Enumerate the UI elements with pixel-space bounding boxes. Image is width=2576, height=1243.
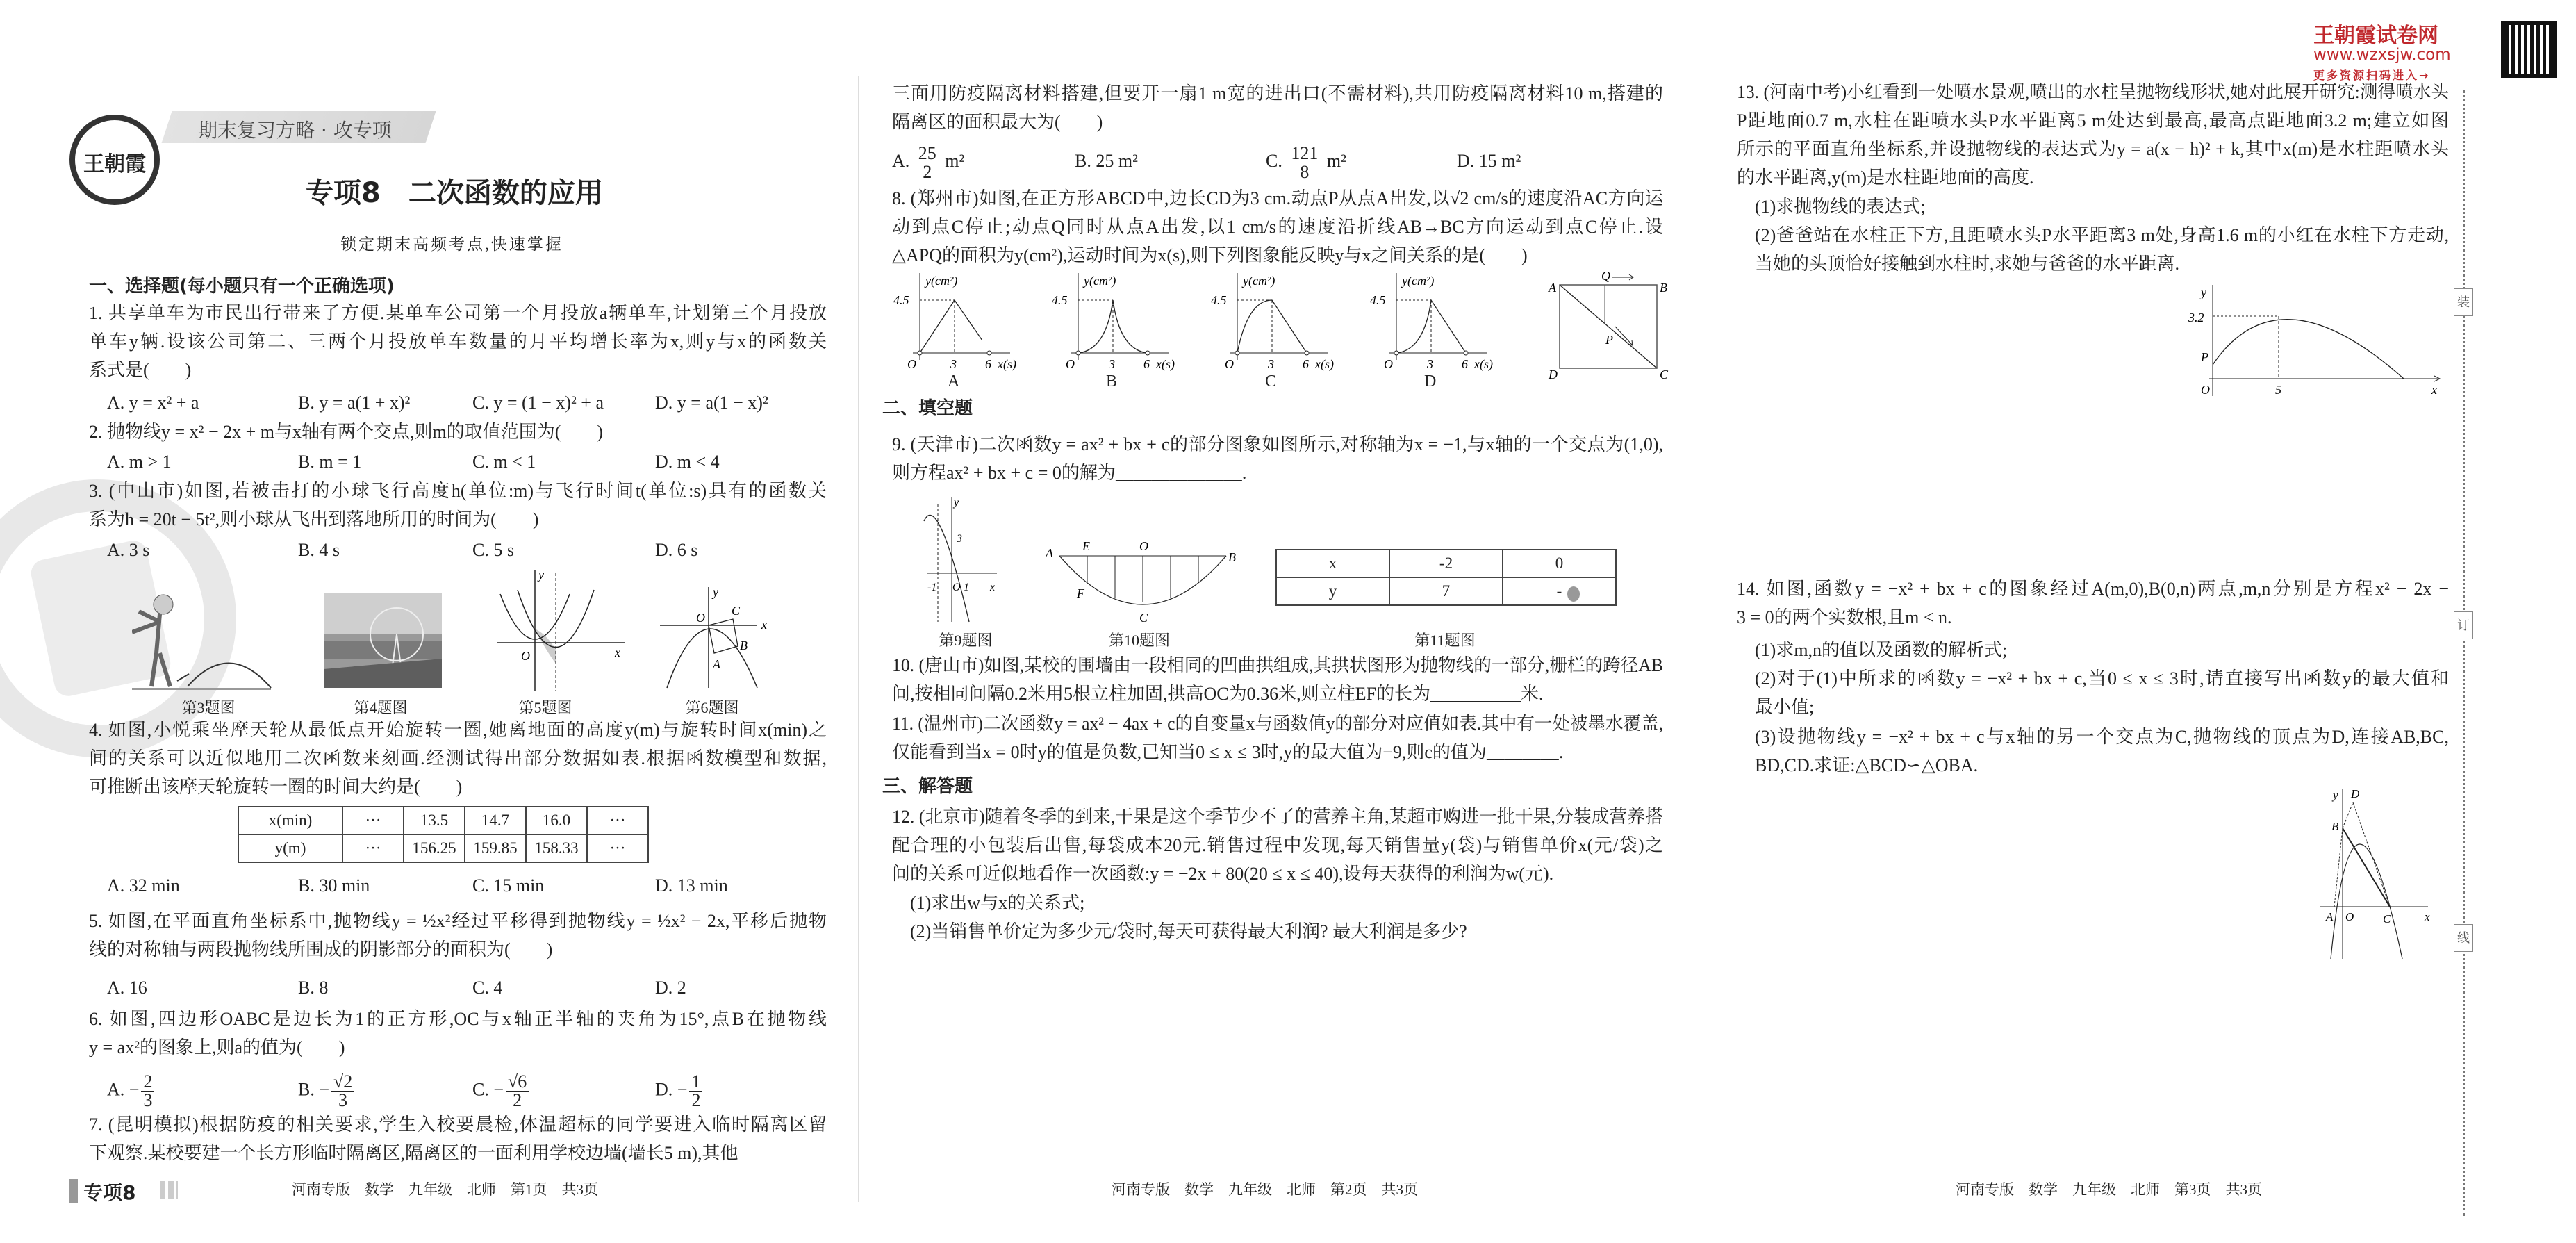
option-B: B. 30 min	[298, 875, 370, 896]
q10-label-C: C	[1139, 611, 1148, 625]
numerator: √6	[506, 1073, 529, 1092]
q13-part-2	[1737, 221, 2449, 278]
graph-label-x6: 6	[1462, 357, 1468, 371]
text-line: 7. (昆明模拟)根据防疫的相关要求,学生入校要晨检,体温超标的同学要进入临时隔离区留	[89, 1114, 827, 1135]
text-line: 11. (温州市)二次函数y = ax² − 4ax + c的自变量x与函数值y的部分对应值如表.其中有一处被墨水覆盖,	[892, 714, 1663, 734]
table-cell: y(m)	[238, 834, 342, 862]
table-cell: 0	[1503, 550, 1616, 577]
text-line: 间,按相同间隔0.2米用5根立柱加固,拱高OC为0.36米,则立柱EF的长为＿＿＿＿＿米.	[892, 684, 1544, 704]
caption-q10: 第10题图	[1108, 632, 1171, 649]
figure-q9-graph	[920, 493, 1004, 625]
denominator: 2	[513, 1090, 522, 1110]
ground	[132, 688, 271, 690]
table-cell: 16.0	[526, 807, 587, 834]
q7-options	[892, 140, 1663, 182]
option-prefix: D. 15 m²	[1457, 151, 1521, 171]
graph-label-x3: 3	[1268, 357, 1274, 371]
question-8	[892, 184, 1663, 270]
section-heading-choice: 一、选择题(每小题只有一个正确选项)	[89, 276, 395, 297]
q14-part-3	[1737, 723, 2449, 780]
question-3	[89, 477, 827, 534]
q8-graph-D	[1369, 271, 1521, 372]
footer-page-3: 河南专版 数学 九年级 北师 第3页 共3页	[1956, 1181, 2262, 1198]
text-line: 单车y辆.设该公司第二、三两个月投放单车数量的月平均增长率为x,则y与x的函数关	[89, 331, 827, 352]
table-cell: -2	[1389, 550, 1503, 577]
text-line: △APQ的面积为y(cm²),运动时间为x(s),则下列图象能反映y与x之间关系的是( )	[892, 245, 1528, 265]
section-heading-fill: 二、填空题	[882, 398, 973, 419]
table-row	[1276, 577, 1616, 605]
figure-q13-fountain	[2188, 281, 2452, 400]
question-11	[892, 709, 1663, 766]
caption-q11: 第11题图	[1414, 632, 1476, 649]
question-1	[89, 299, 827, 384]
q14-label-A: A	[2326, 910, 2334, 923]
option-C: C. 4	[472, 978, 503, 998]
q14-label-y: y	[2333, 789, 2338, 802]
q1-options	[89, 388, 827, 418]
graph-label-origin: O	[1066, 357, 1075, 371]
option-D: D. 6 s	[655, 540, 698, 560]
curve	[920, 300, 982, 353]
q14-part-2	[1737, 664, 2449, 721]
graph-label-ylabel: y(cm²)	[1402, 274, 1435, 288]
footer-page-2: 河南专版 数学 九年级 北师 第2页 共3页	[1112, 1181, 1418, 1198]
q12-part-2	[892, 917, 1663, 946]
svg-text:y: y	[538, 568, 544, 582]
square-label-C: C	[1660, 368, 1669, 381]
graph-label-x3: 3	[1427, 357, 1433, 371]
figure-q5-graph	[490, 566, 629, 695]
q4-options	[89, 871, 827, 901]
option-C: C. 5 s	[472, 540, 514, 560]
site-tip: 更多资源扫码进入→	[2313, 69, 2431, 82]
option-C	[1266, 140, 1346, 182]
option-B: B. y = a(1 + x)²	[298, 393, 411, 413]
text-line: y = ax²的图象上,则a的值为( )	[89, 1037, 345, 1057]
q9-label-O: O	[952, 582, 961, 593]
fraction	[331, 1073, 354, 1110]
q10-label-B: B	[1228, 550, 1236, 564]
denominator: 3	[338, 1090, 348, 1110]
option-B: B. 4 s	[298, 540, 340, 560]
text-line: 5. 如图,在平面直角坐标系中,抛物线y = ½x²经过平移得到抛物线y = ½x² − 2x,平移后抛物	[89, 911, 827, 931]
square-label-A: A	[1549, 281, 1556, 295]
q14-label-x: x	[2425, 910, 2430, 923]
q14-label-B: B	[2331, 820, 2339, 833]
text-line: 1. 共享单车为市民出行带来了方便.某单车公司第一个月投放a辆单车,计划第三个月投放	[89, 303, 827, 323]
svg-text:O: O	[521, 649, 530, 663]
text-line: 线的对称轴与两段抛物线所围成的阴影部分的面积为( )	[89, 939, 553, 960]
q11-table	[1275, 549, 1617, 606]
graph-label-x6: 6	[1303, 357, 1309, 371]
text-line: 仅能看到当x = 0时y的值是负数,已知当0 ≤ x ≤ 3时,y的最大值为−9,则c的值为＿＿＿＿.	[892, 742, 1564, 762]
svg-text:y: y	[713, 585, 718, 599]
svg-text:x: x	[761, 618, 767, 632]
subtitle: 锁定期末高频考点,快速掌握	[340, 236, 563, 253]
question-5	[89, 907, 827, 964]
text-line: 隔离区的面积最大为( )	[892, 112, 1103, 132]
q3-options	[89, 535, 827, 566]
page-divider	[858, 76, 859, 1202]
q2-options	[89, 447, 827, 477]
text-line: (3)设抛物线y = −x² + bx + c与x轴的另一个交点为C,抛物线的顶点为D,连接AB,BC,	[1755, 727, 2449, 747]
table-row	[238, 834, 648, 862]
denominator: 2	[691, 1090, 701, 1110]
option-unit: m²	[940, 151, 965, 171]
q14-label-O: O	[2345, 910, 2354, 923]
text-line: 12. (北京市)随着冬季的到来,干果是这个季节少不了的营养主角,某超市购进一批干果,分装成营养搭	[892, 807, 1664, 827]
question-13	[1737, 78, 2449, 192]
text-line: (1)求m,n的值以及函数的解析式;	[1755, 640, 2008, 660]
text-line: 4. 如图,小悦乘坐摩天轮从最低点开始旋转一圈,她离地面的高度y(m)与旋转时间x(min)之	[89, 720, 827, 740]
square-label-D: D	[1549, 368, 1558, 381]
caption-q6: 第6题图	[685, 699, 739, 716]
option-D: D. m < 4	[655, 452, 720, 472]
numerator: √2	[331, 1073, 354, 1092]
figure-q10-arch	[1042, 535, 1244, 629]
numerator: 25	[916, 145, 939, 163]
text-line: 则方程ax² + bx + c = 0的解为＿＿＿＿＿＿＿.	[892, 463, 1247, 483]
svg-text:C: C	[732, 604, 741, 618]
binding-mark: 装	[2454, 288, 2473, 316]
table-cell: ···	[587, 807, 648, 834]
text-line: (1)求出w与x的关系式;	[910, 893, 1085, 913]
q5-options	[89, 973, 827, 1003]
text-line: 下观察.某校要建一个长方形临时隔离区,隔离区的一面利用学校边墙(墙长5 m),其他	[89, 1143, 738, 1163]
q14-label-C: C	[2383, 912, 2391, 925]
text-line: 最小值;	[1755, 697, 1815, 717]
banner-text: 期末复习方略 · 攻专项	[198, 119, 392, 142]
option-B	[1075, 140, 1138, 182]
graph-label-ylabel: y(cm²)	[1243, 274, 1275, 288]
q12-part-1	[892, 889, 1663, 917]
option-A	[107, 1073, 156, 1110]
option-prefix: B. 25 m²	[1075, 151, 1138, 171]
footer-tag: 专项8	[83, 1181, 136, 1204]
graph-label-origin: O	[1225, 357, 1234, 371]
option-prefix: C. −	[472, 1079, 504, 1100]
graph-label-x3: 3	[1109, 357, 1115, 371]
svg-text:B: B	[740, 639, 748, 652]
table-cell: ···	[342, 834, 404, 862]
table-cell: -	[1503, 577, 1616, 605]
option-B: B. 8	[298, 978, 329, 998]
graph-label-ymax: 4.5	[893, 293, 909, 307]
text-line: 10. (唐山市)如图,某校的围墙由一段相同的凹曲拱组成,其拱状图形为抛物线的一部分,栅栏的跨径AB	[892, 655, 1663, 675]
q8-choice-label: D	[1424, 372, 1437, 390]
option-unit: m²	[1322, 151, 1346, 171]
text-line: 13. (河南中考)小红看到一处喷水景观,喷出的水柱呈抛物线形状,她对此展开研究:测得喷水头	[1737, 82, 2450, 102]
graph-label-ylabel: y(cm²)	[1084, 274, 1116, 288]
table-row	[238, 807, 648, 834]
option-prefix: D. −	[655, 1079, 688, 1100]
text-line: 3 = 0的两个实数根,且m < n.	[1737, 607, 1952, 627]
table-cell: 14.7	[465, 807, 526, 834]
q9-label-3: 3	[957, 533, 962, 545]
option-D: D. 2	[655, 978, 686, 998]
text-line: 8. (郑州市)如图,在正方形ABCD中,边长CD为3 cm.动点P从点A出发,以√2 cm/s的速度沿AC方向运	[892, 188, 1663, 208]
option-prefix: A. −	[107, 1079, 140, 1100]
q14-label-D: D	[2351, 787, 2360, 800]
svg-text:A: A	[713, 657, 720, 671]
graph-label-xlabel: x(s)	[998, 357, 1016, 371]
caption-q5: 第5题图	[518, 699, 572, 716]
square-label-P: P	[1605, 333, 1613, 347]
svg-text:x: x	[615, 645, 620, 659]
fraction	[506, 1073, 529, 1110]
site-brand: 王朝霞试卷网	[2313, 24, 2438, 48]
table-cell: x(min)	[238, 807, 342, 834]
footer-dots	[160, 1181, 178, 1199]
q13-label-O: O	[2201, 383, 2210, 397]
ball-trajectory	[188, 663, 271, 688]
option-prefix: C.	[1266, 151, 1287, 171]
table-cell: x	[1276, 550, 1389, 577]
ink-blot	[1567, 586, 1580, 602]
denominator: 3	[143, 1090, 153, 1110]
figure-q4-photo	[324, 593, 442, 688]
text-line: BD,CD.求证:△BCD∽△OBA.	[1755, 755, 1979, 775]
q8-choice-label: A	[948, 372, 960, 390]
q13-label-P: P	[2201, 350, 2208, 364]
table-cell: 158.33	[526, 834, 587, 862]
graph-label-x6: 6	[1143, 357, 1150, 371]
golfer-body	[132, 611, 170, 686]
q13-label-x: x	[2431, 383, 2437, 397]
q9-label-x: x	[990, 582, 996, 593]
option-prefix: B. −	[298, 1079, 330, 1100]
q8-choice-label: C	[1265, 372, 1277, 390]
text-line: 当她的头顶恰好接触到水柱时,求她与爸爸的水平距离.	[1755, 254, 2180, 274]
logo	[69, 115, 160, 205]
q9-label-y: y	[954, 497, 959, 509]
graph-label-origin: O	[1384, 357, 1393, 371]
text-line: 3. (中山市)如图,若被击打的小球飞行高度h(单位:m)与飞行时间t(单位:s)具有的函数关	[89, 481, 827, 501]
q10-label-A: A	[1046, 546, 1053, 560]
binding-mark: 订	[2454, 611, 2473, 639]
text-line: 所示的平面直角坐标系,并设抛物线的表达式为y = a(x − h)² + k,其中x(m)是水柱距喷水头	[1737, 139, 2449, 159]
graph-label-xlabel: x(s)	[1315, 357, 1334, 371]
option-B	[298, 1073, 356, 1110]
option-A: A. 16	[107, 978, 147, 998]
text-line: (1)求抛物线的表达式;	[1755, 197, 1926, 217]
text-line: (2)爸爸站在水柱正下方,且距喷水头P水平距离3 m处,身高1.6 m的小红在水柱下方走动,	[1755, 225, 2449, 245]
q10-label-F: F	[1077, 586, 1084, 600]
text-line: 配合理的小包装后出售,每袋成本20元.销售过程中发现,每天销售量y(袋)与销售单价x(元/袋)之	[892, 835, 1663, 855]
arrow	[177, 674, 189, 681]
option-A: A. y = x² + a	[107, 393, 199, 413]
footer-bar	[69, 1179, 78, 1203]
text-line: (2)当销售单价定为多少元/袋时,每天可获得最大利润? 最大利润是多少?	[910, 921, 1467, 941]
option-D	[655, 1073, 704, 1110]
text-line: 三面用防疫隔离材料搭建,但要开一扇1 m宽的进出口(不需材料),共用防疫隔离材料10 m,搭建的	[892, 83, 1663, 104]
denominator: 2	[923, 161, 932, 182]
option-A: A. 3 s	[107, 540, 150, 560]
numerator: 2	[141, 1073, 154, 1092]
q8-graph-B	[1050, 271, 1203, 372]
option-B: B. m = 1	[298, 452, 362, 472]
option-A: A. 32 min	[107, 875, 180, 896]
q8-choice-label: B	[1106, 372, 1118, 390]
text-line: 系为h = 20t − 5t²,则小球从飞出到落地所用的时间为( )	[89, 509, 539, 529]
caption-q3: 第3题图	[181, 699, 236, 716]
text-line: 2. 抛物线y = x² − 2x + m与x轴有两个交点,则m的取值范围为( )	[89, 422, 604, 442]
option-prefix: A.	[892, 151, 914, 171]
option-A	[892, 140, 964, 182]
question-14	[1737, 575, 2449, 632]
table-cell: y	[1276, 577, 1389, 605]
q9-label-neg1: -1	[927, 582, 937, 593]
binding-mark: 线	[2454, 924, 2473, 952]
option-C: C. y = (1 − x)² + a	[472, 393, 604, 413]
text-line: 间的关系可近似地看作一次函数:y = −2x + 80(20 ≤ x ≤ 40),设每天获得的利润为w(元).	[892, 864, 1554, 884]
q10-label-E: E	[1082, 539, 1090, 553]
golfer-head	[154, 595, 173, 614]
footer-page-1: 河南专版 数学 九年级 北师 第1页 共3页	[292, 1181, 598, 1198]
caption-q4: 第4题图	[354, 699, 408, 716]
graph-label-xlabel: x(s)	[1156, 357, 1175, 371]
numerator: 1	[689, 1073, 702, 1092]
option-D: D. y = a(1 − x)²	[655, 393, 768, 413]
denominator: 8	[1300, 161, 1310, 182]
option-C	[472, 1073, 531, 1110]
graph-label-xlabel: x(s)	[1474, 357, 1493, 371]
q13-label-y: y	[2201, 286, 2206, 299]
table-cell: 13.5	[404, 807, 465, 834]
graph-label-origin: O	[907, 357, 916, 371]
graph-label-ymax: 4.5	[1211, 293, 1227, 307]
q9-label-1: 1	[964, 582, 969, 593]
q8-square-figure	[1546, 267, 1671, 382]
numerator: 121	[1289, 145, 1320, 163]
q8-graph-A	[892, 271, 1045, 372]
q8-graph-C	[1209, 271, 1362, 372]
q13-label-5: 5	[2275, 383, 2281, 397]
table-cell: ···	[342, 807, 404, 834]
q13-label-ymax: 3.2	[2188, 311, 2204, 324]
figure-q6-graph	[660, 584, 775, 691]
text-line: (2)对于(1)中所求的函数y = −x² + bx + c,当0 ≤ x ≤ 3时,请直接写出函数y的最大值和	[1755, 668, 2449, 689]
fraction	[916, 142, 939, 182]
table-cell: 7	[1389, 577, 1503, 605]
text-line: 系式是( )	[89, 360, 192, 380]
logo-text: 王朝霞	[83, 152, 146, 176]
text-line: 动到点C停止;动点Q同时从点A出发,以1 cm/s的速度沿折线AB→BC方向运动到点C停止.设	[892, 217, 1663, 237]
question-6	[89, 1005, 827, 1062]
square-label-B: B	[1660, 281, 1667, 295]
site-url: www.wzxsjw.com	[2313, 46, 2451, 64]
option-C: C. 15 min	[472, 875, 545, 896]
fraction	[141, 1073, 154, 1110]
question-7	[89, 1110, 827, 1167]
q13-part-1	[1737, 192, 2449, 221]
table-row	[1276, 550, 1616, 577]
text-line: 9. (天津市)二次函数y = ax² + bx + c的部分图象如图所示,对称轴为x = −1,与x轴的一个交点为(1,0),	[892, 434, 1663, 454]
option-D: D. 13 min	[655, 875, 728, 896]
graph-label-ylabel: y(cm²)	[925, 274, 958, 288]
text-line: 14. 如图,函数y = −x² + bx + c的图象经过A(m,0),B(0,n)两点,m,n分别是方程x² − 2x −	[1737, 579, 2449, 599]
text-line: 间的关系可以近似地用二次函数来刻画.经测试得出部分数据如表.根据函数模型和数据,	[89, 748, 827, 768]
page-title: 专项8 二次函数的应用	[306, 177, 603, 209]
question-4	[89, 716, 827, 801]
text-line: 6. 如图,四边形OABC是边长为1的正方形,OC与x轴正半轴的夹角为15°,点B在抛物线	[89, 1009, 827, 1029]
q6-options	[89, 1071, 827, 1110]
option-D	[1457, 140, 1521, 182]
question-9	[892, 430, 1663, 487]
q4-table	[238, 806, 649, 863]
q14-part-1	[1737, 636, 2449, 664]
option-A: A. m > 1	[107, 452, 172, 472]
text-line: 的水平距离,y(m)是水柱距地面的高度.	[1737, 167, 2034, 188]
option-C: C. m < 1	[472, 452, 536, 472]
figure-q14-graph	[2313, 785, 2445, 959]
text-line: P距地面0.7 m,水柱在距喷水头P水平距离5 m处达到最高,最高点距地面3.2 m;建立如图	[1737, 110, 2449, 131]
caption-q9: 第9题图	[939, 632, 993, 649]
q10-label-O: O	[1139, 539, 1148, 553]
text-line: 可推断出该摩天轮旋转一圈的时间大约是( )	[89, 777, 463, 797]
table-cell: 156.25	[404, 834, 465, 862]
graph-label-ymax: 4.5	[1052, 293, 1068, 307]
question-7-continued	[892, 79, 1663, 136]
graph-label-ymax: 4.5	[1370, 293, 1386, 307]
table-cell: ···	[587, 834, 648, 862]
svg-text:O: O	[696, 611, 705, 625]
qr-code[interactable]	[2501, 21, 2557, 78]
binding-line	[2463, 90, 2465, 1216]
question-10	[892, 651, 1663, 708]
graph-label-x6: 6	[985, 357, 991, 371]
section-heading-answer: 三、解答题	[882, 776, 973, 797]
fraction	[689, 1073, 702, 1110]
table-cell: 159.85	[465, 834, 526, 862]
figure-q3-golfer	[132, 570, 313, 695]
fraction	[1289, 142, 1320, 182]
square-label-Q: Q	[1601, 269, 1610, 283]
graph-label-x3: 3	[950, 357, 957, 371]
question-12	[892, 802, 1663, 888]
question-2	[89, 418, 827, 446]
